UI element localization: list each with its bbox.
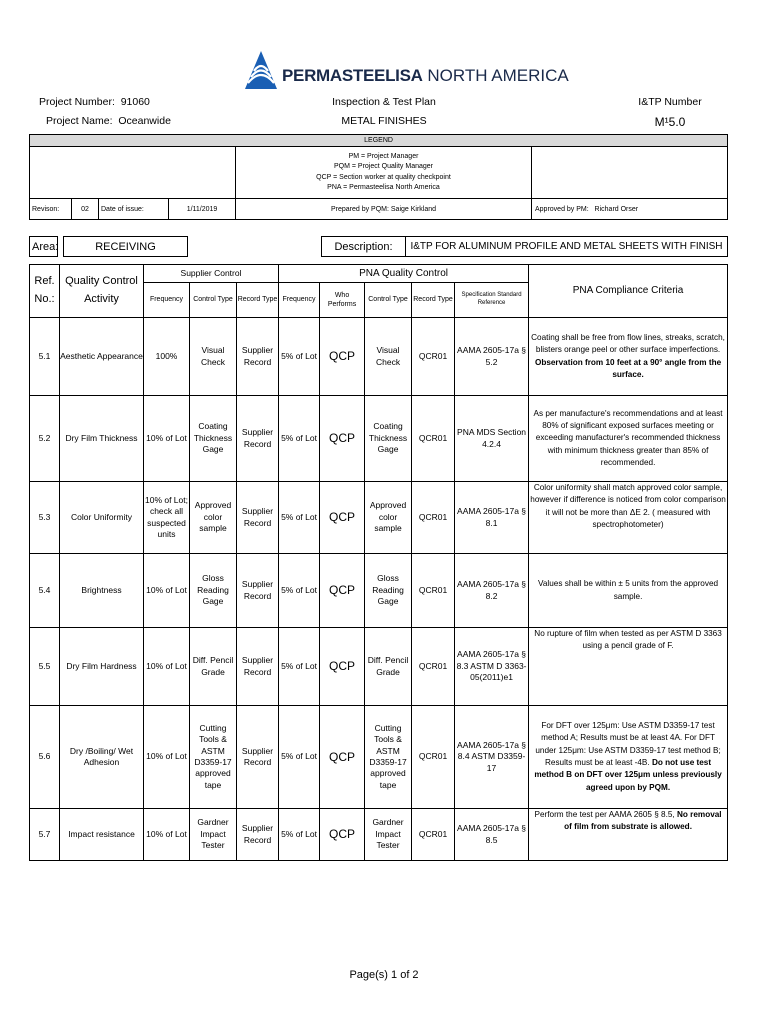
itp-number-label: I&TP Number (638, 96, 702, 108)
row-who-performs: QCP (320, 318, 365, 396)
area-row (29, 236, 728, 257)
row-pna-frequency: 5% of Lot (279, 318, 320, 396)
row-pna-control-type: Coating Thickness Gage (365, 396, 412, 482)
row-supplier-frequency: 10% of Lot (144, 706, 190, 809)
document-subtitle: METAL FINISHES (341, 115, 427, 127)
row-who-performs: QCP (320, 809, 365, 861)
row-pna-record-type: QCR01 (412, 396, 455, 482)
legend-title: LEGEND (30, 135, 728, 147)
row-who-performs: QCP (320, 554, 365, 628)
description-label: Description: (322, 237, 406, 257)
row-pna-frequency: 5% of Lot (279, 554, 320, 628)
table-row (30, 318, 728, 396)
sub-supplier-record-type: Record Type (237, 283, 279, 318)
project-name: Project Name: Oceanwide (46, 115, 171, 127)
row-activity: Dry /Boiling/ Wet Adhesion (60, 706, 144, 809)
row-supplier-frequency: 100% (144, 318, 190, 396)
legend-table (29, 134, 728, 220)
revision-label: Revison: (30, 199, 72, 220)
permasteelisa-logo-icon (244, 50, 278, 90)
row-supplier-control-type: Gloss Reading Gage (190, 554, 237, 628)
itp-number: M¹5.0 (654, 115, 686, 129)
company-logo (244, 50, 574, 92)
row-activity: Dry Film Thickness (60, 396, 144, 482)
row-compliance-criteria: Values shall be within ± 5 units from the approved sample. (529, 554, 728, 628)
sub-spec-reference: Specification Standard Reference (455, 283, 529, 318)
row-supplier-frequency: 10% of Lot (144, 396, 190, 482)
sub-pna-record-type: Record Type (412, 283, 455, 318)
sub-pna-frequency: Frequency (279, 283, 320, 318)
date-value: 1/11/2019 (169, 199, 236, 220)
row-ref: 5.3 (30, 482, 60, 554)
row-spec-reference: AAMA 2605-17a § 8.1 (455, 482, 529, 554)
row-compliance-criteria: Coating shall be free from flow lines, streaks, scratch, blisters orange peel or other surface imperfections. Observation from 10 feet at a 90° angle from the surface. (529, 318, 728, 396)
row-supplier-control-type: Gardner Impact Tester (190, 809, 237, 861)
table-row (30, 554, 728, 628)
date-label: Date of issue: (99, 199, 169, 220)
row-who-performs: QCP (320, 628, 365, 706)
legend-definitions: PM = Project Manager PQM = Project Quality Manager QCP = Section worker at quality checkpoint PNA = Permasteelisa North America (236, 147, 532, 199)
row-pna-record-type: QCR01 (412, 554, 455, 628)
row-ref: 5.2 (30, 396, 60, 482)
col-compliance-criteria: PNA Compliance Criteria (529, 265, 728, 318)
group-pna-quality-control: PNA Quality Control (279, 265, 529, 283)
row-compliance-criteria: Perform the test per AAMA 2605 § 8.5, No removal of film from substrate is allowed. (529, 809, 728, 861)
row-supplier-control-type: Visual Check (190, 318, 237, 396)
legend-left-blank (30, 147, 236, 199)
sub-supplier-control-type: Control Type (190, 283, 237, 318)
row-spec-reference: AAMA 2605-17a § 8.3 ASTM D 3363-05(2011)e1 (455, 628, 529, 706)
row-spec-reference: AAMA 2605-17a § 8.2 (455, 554, 529, 628)
brand-name: PERMASTEELISA NORTH AMERICA (282, 66, 569, 85)
row-pna-control-type: Approved color sample (365, 482, 412, 554)
table-row (30, 396, 728, 482)
table-row (30, 628, 728, 706)
row-pna-record-type: QCR01 (412, 482, 455, 554)
row-supplier-record-type: Supplier Record (237, 706, 279, 809)
sub-who-performs: Who Performs (320, 283, 365, 318)
row-pna-control-type: Cutting Tools & ASTM D3359-17 approved tape (365, 706, 412, 809)
row-supplier-frequency: 10% of Lot; check all suspected units (144, 482, 190, 554)
prepared-by: Prepared by PQM: Saige Kirkland (236, 199, 532, 220)
document-title: Inspection & Test Plan (332, 96, 436, 108)
sub-pna-control-type: Control Type (365, 283, 412, 318)
row-activity: Color Uniformity (60, 482, 144, 554)
row-pna-frequency: 5% of Lot (279, 706, 320, 809)
row-pna-frequency: 5% of Lot (279, 628, 320, 706)
row-compliance-criteria: Color uniformity shall match approved color sample, however if difference is noticed from color comparison it will not be more than ΔE 2. ( measured with spectrophotometer) (529, 482, 728, 554)
row-activity: Impact resistance (60, 809, 144, 861)
row-supplier-frequency: 10% of Lot (144, 628, 190, 706)
row-pna-frequency: 5% of Lot (279, 396, 320, 482)
row-pna-control-type: Diff. Pencil Grade (365, 628, 412, 706)
row-who-performs: QCP (320, 706, 365, 809)
row-supplier-record-type: Supplier Record (237, 318, 279, 396)
row-ref: 5.4 (30, 554, 60, 628)
legend-right-blank (532, 147, 728, 199)
row-activity: Dry Film Hardness (60, 628, 144, 706)
row-supplier-frequency: 10% of Lot (144, 809, 190, 861)
row-pna-control-type: Visual Check (365, 318, 412, 396)
approved-by: Approved by PM: Richard Orser (532, 199, 728, 220)
table-row (30, 809, 728, 861)
sub-supplier-frequency: Frequency (144, 283, 190, 318)
row-spec-reference: AAMA 2605-17a § 5.2 (455, 318, 529, 396)
row-who-performs: QCP (320, 396, 365, 482)
area-label: Area: (30, 237, 58, 257)
row-supplier-record-type: Supplier Record (237, 628, 279, 706)
row-spec-reference: AAMA 2605-17a § 8.5 (455, 809, 529, 861)
row-pna-record-type: QCR01 (412, 628, 455, 706)
row-pna-record-type: QCR01 (412, 809, 455, 861)
row-supplier-control-type: Approved color sample (190, 482, 237, 554)
inspection-table (29, 264, 728, 861)
row-pna-frequency: 5% of Lot (279, 482, 320, 554)
row-ref: 5.5 (30, 628, 60, 706)
page-number: Page(s) 1 of 2 (349, 969, 419, 981)
row-compliance-criteria: No rupture of film when tested as per ASTM D 3363 using a pencil grade of F. (529, 628, 728, 706)
row-ref: 5.1 (30, 318, 60, 396)
row-supplier-record-type: Supplier Record (237, 482, 279, 554)
row-spec-reference: AAMA 2605-17a § 8.4 ASTM D3359-17 (455, 706, 529, 809)
row-supplier-control-type: Diff. Pencil Grade (190, 628, 237, 706)
row-pna-control-type: Gardner Impact Tester (365, 809, 412, 861)
row-activity: Aesthetic Appearance (60, 318, 144, 396)
row-supplier-record-type: Supplier Record (237, 554, 279, 628)
revision-value: 02 (72, 199, 99, 220)
row-activity: Brightness (60, 554, 144, 628)
row-pna-record-type: QCR01 (412, 706, 455, 809)
row-who-performs: QCP (320, 482, 365, 554)
table-row (30, 706, 728, 809)
row-pna-record-type: QCR01 (412, 318, 455, 396)
col-ref: Ref. No.: (30, 265, 60, 318)
description-value: I&TP FOR ALUMINUM PROFILE AND METAL SHEETS WITH FINISH (406, 237, 728, 257)
col-activity: Quality Control Activity (60, 265, 144, 318)
row-supplier-record-type: Supplier Record (237, 396, 279, 482)
group-supplier-control: Supplier Control (144, 265, 279, 283)
area-value: RECEIVING (64, 237, 188, 257)
row-ref: 5.6 (30, 706, 60, 809)
row-supplier-control-type: Coating Thickness Gage (190, 396, 237, 482)
row-pna-control-type: Gloss Reading Gage (365, 554, 412, 628)
row-supplier-frequency: 10% of Lot (144, 554, 190, 628)
row-compliance-criteria: For DFT over 125μm: Use ASTM D3359-17 test method A; Results must be at least 4A. For DFT under 125μm: Use ASTM D3359-17 test method B; Results must be at least -4B. Do not use test method B on DFT over 125μm unless previously agreed upon by PQM. (529, 706, 728, 809)
project-number: Project Number: 91060 (39, 96, 150, 108)
row-spec-reference: PNA MDS Section 4.2.4 (455, 396, 529, 482)
row-ref: 5.7 (30, 809, 60, 861)
table-row (30, 482, 728, 554)
row-compliance-criteria: As per manufacture's recommendations and at least 80% of significant exposed surfaces meeting or exceeding manufacturer's recommended thickness with minimum thickness greater than 85% of recommended. (529, 396, 728, 482)
row-pna-frequency: 5% of Lot (279, 809, 320, 861)
row-supplier-record-type: Supplier Record (237, 809, 279, 861)
row-supplier-control-type: Cutting Tools & ASTM D3359-17 approved tape (190, 706, 237, 809)
